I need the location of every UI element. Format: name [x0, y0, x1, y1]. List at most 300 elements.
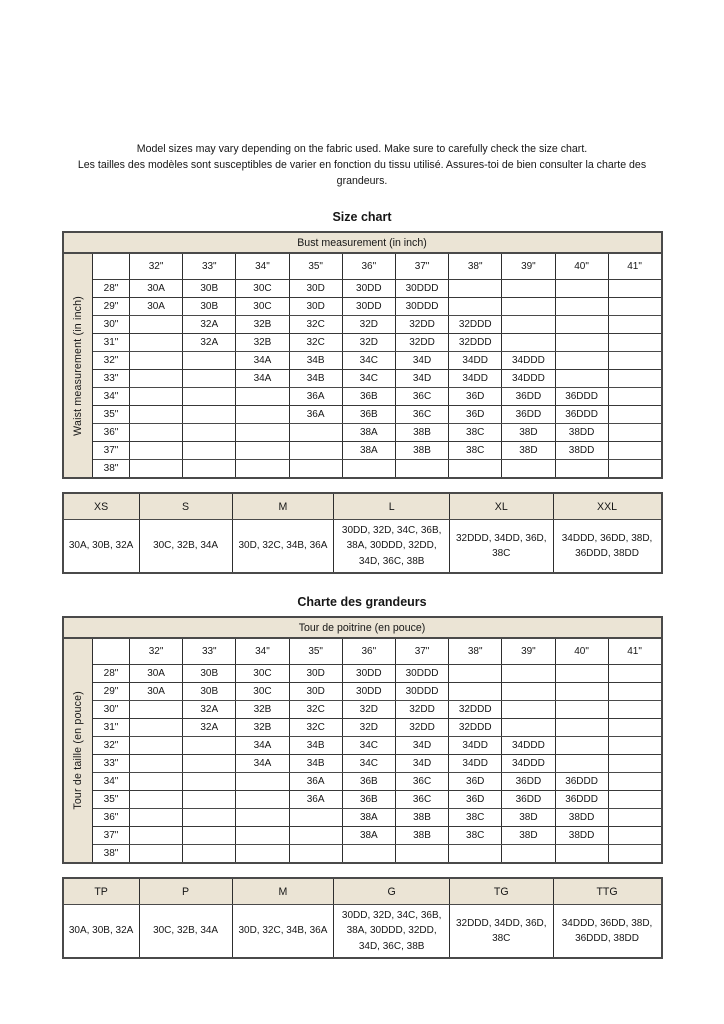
bra-size-cell: 30A [130, 280, 183, 298]
bust-size-column-header: 37" [395, 253, 448, 280]
bra-size-cell: 32DDD [449, 334, 502, 352]
bra-size-cell: 32C [289, 334, 342, 352]
bust-size-column-header: 32" [130, 253, 183, 280]
bra-size-cell: 32DD [395, 316, 448, 334]
bra-size-cell [236, 773, 289, 791]
bra-size-cell [130, 388, 183, 406]
waist-size-row-header: 34" [93, 773, 130, 791]
bra-size-cell: 38C [449, 424, 502, 442]
bra-size-cell: 34B [289, 755, 342, 773]
bra-size-cell [555, 845, 608, 864]
bra-size-cell [183, 737, 236, 755]
size-group-values-cell: 30D, 32C, 34B, 36A [232, 905, 334, 959]
bust-size-column-header: 38" [449, 638, 502, 665]
size-group-values-cell: 30A, 30B, 32A [63, 520, 140, 574]
bra-size-cell [289, 827, 342, 845]
bra-size-cell [449, 845, 502, 864]
bra-size-cell: 32A [183, 719, 236, 737]
bra-size-cell: 30DDD [395, 280, 448, 298]
bra-size-cell [183, 809, 236, 827]
size-group-header: XXL [553, 493, 661, 520]
bra-size-cell [502, 334, 555, 352]
bra-size-cell [502, 665, 555, 683]
bra-size-cell [449, 683, 502, 701]
waist-size-row-header: 34" [93, 388, 130, 406]
bra-size-cell: 34C [342, 737, 395, 755]
bra-size-cell [183, 773, 236, 791]
bra-size-cell [608, 298, 661, 316]
bra-size-cell: 38B [395, 809, 448, 827]
bra-size-cell [502, 280, 555, 298]
bra-size-cell: 30DDD [395, 683, 448, 701]
bra-size-cell [608, 442, 661, 460]
bra-size-cell [342, 845, 395, 864]
size-group-header: TG [449, 878, 553, 905]
bra-size-cell [502, 316, 555, 334]
bra-size-cell: 30DDD [395, 665, 448, 683]
bra-size-cell: 32DDD [449, 701, 502, 719]
bust-size-column-header: 34" [236, 638, 289, 665]
waist-size-row-header: 38" [93, 845, 130, 864]
bra-size-cell [608, 334, 661, 352]
bra-size-cell [502, 719, 555, 737]
bra-size-cell: 34C [342, 370, 395, 388]
size-group-values-cell: 30C, 32B, 34A [139, 520, 232, 574]
bra-size-cell: 34D [395, 370, 448, 388]
bra-size-cell: 30D [289, 665, 342, 683]
bra-size-cell [608, 352, 661, 370]
bra-size-cell: 30DD [342, 298, 395, 316]
bra-size-cell: 30DD [342, 683, 395, 701]
waist-measurement-label: Waist measurement (in inch) [63, 253, 93, 478]
bra-size-cell [608, 665, 661, 683]
bra-size-cell [236, 827, 289, 845]
bra-size-cell: 32B [236, 719, 289, 737]
waist-measurement-label: Tour de taille (en pouce) [63, 638, 93, 863]
bust-size-column-header: 36" [342, 638, 395, 665]
bra-size-cell: 30C [236, 298, 289, 316]
size-group-values-cell: 34DDD, 36DD, 38D, 36DDD, 38DD [553, 905, 661, 959]
bra-size-cell: 36A [289, 773, 342, 791]
waist-size-row-header: 38" [93, 460, 130, 479]
bra-size-cell [395, 460, 448, 479]
bra-size-cell [342, 460, 395, 479]
bust-size-column-header: 36" [342, 253, 395, 280]
bust-measurement-header: Tour de poitrine (en pouce) [63, 617, 662, 638]
bra-size-cell: 38B [395, 424, 448, 442]
bra-size-cell: 30B [183, 280, 236, 298]
bra-size-cell [555, 334, 608, 352]
waist-size-row-header: 36" [93, 809, 130, 827]
bra-size-cell [555, 665, 608, 683]
bra-size-cell: 32D [342, 334, 395, 352]
bra-size-cell [608, 809, 661, 827]
bra-size-cell [130, 460, 183, 479]
bra-size-cell [183, 424, 236, 442]
bra-size-cell: 36B [342, 406, 395, 424]
bra-size-cell: 36DDD [555, 406, 608, 424]
bra-size-cell: 34D [395, 737, 448, 755]
bra-size-cell [130, 316, 183, 334]
bra-size-cell: 36B [342, 791, 395, 809]
bra-size-cell [608, 406, 661, 424]
bra-size-cell: 30A [130, 298, 183, 316]
bra-size-cell: 32A [183, 334, 236, 352]
waist-size-row-header: 30" [93, 316, 130, 334]
bra-size-cell [608, 701, 661, 719]
bust-size-column-header: 32" [130, 638, 183, 665]
size-group-header: S [139, 493, 232, 520]
waist-size-row-header: 35" [93, 406, 130, 424]
bra-size-cell: 38DD [555, 424, 608, 442]
size-group-values-cell: 32DDD, 34DD, 36D, 38C [449, 905, 553, 959]
bra-size-cell: 32B [236, 334, 289, 352]
bra-size-cell [555, 280, 608, 298]
bra-size-cell [236, 406, 289, 424]
corner-blank-cell [93, 253, 130, 280]
bra-size-cell [130, 773, 183, 791]
bra-size-cell: 36A [289, 406, 342, 424]
bra-size-cell [608, 827, 661, 845]
bra-size-cell: 36D [449, 773, 502, 791]
bra-size-cell: 32D [342, 316, 395, 334]
bra-size-cell: 38B [395, 827, 448, 845]
bra-size-cell [236, 424, 289, 442]
waist-size-row-header: 29" [93, 683, 130, 701]
bra-size-cell: 30DD [342, 280, 395, 298]
bra-size-cell: 34DD [449, 352, 502, 370]
bra-size-cell: 36B [342, 773, 395, 791]
bra-size-cell: 38A [342, 424, 395, 442]
bra-size-cell: 38C [449, 809, 502, 827]
bra-size-cell [183, 370, 236, 388]
bra-size-cell [502, 701, 555, 719]
bra-size-cell [236, 442, 289, 460]
bust-size-column-header: 38" [449, 253, 502, 280]
bra-size-cell: 34B [289, 352, 342, 370]
waist-size-row-header: 31" [93, 334, 130, 352]
waist-size-row-header: 28" [93, 280, 130, 298]
bra-size-cell: 32D [342, 701, 395, 719]
bra-size-cell: 32C [289, 316, 342, 334]
waist-size-row-header: 37" [93, 442, 130, 460]
bra-size-cell [395, 845, 448, 864]
bra-size-cell: 30D [289, 298, 342, 316]
waist-size-row-header: 32" [93, 737, 130, 755]
bra-size-cell [555, 298, 608, 316]
bra-size-cell: 36C [395, 773, 448, 791]
bra-size-cell: 38DD [555, 442, 608, 460]
bra-size-cell: 32DDD [449, 719, 502, 737]
bra-size-cell [183, 352, 236, 370]
bra-size-cell: 36DD [502, 773, 555, 791]
bra-size-cell [555, 683, 608, 701]
bra-size-cell [130, 334, 183, 352]
bra-size-cell: 32B [236, 316, 289, 334]
bra-size-cell: 36A [289, 791, 342, 809]
bra-size-cell: 30A [130, 683, 183, 701]
bra-size-cell: 36C [395, 791, 448, 809]
bust-size-column-header: 41" [608, 253, 661, 280]
bra-size-cell: 34A [236, 737, 289, 755]
bra-size-cell: 36D [449, 406, 502, 424]
bra-size-cell [555, 755, 608, 773]
bra-size-cell [608, 388, 661, 406]
size-group-values-cell: 34DDD, 36DD, 38D, 36DDD, 38DD [553, 520, 661, 574]
bust-size-column-header: 39" [502, 253, 555, 280]
size-group-header: P [139, 878, 232, 905]
bust-size-column-header: 37" [395, 638, 448, 665]
measurement-table-fr [62, 616, 663, 864]
bra-size-cell [130, 791, 183, 809]
bra-size-cell [183, 460, 236, 479]
size-group-header: TP [63, 878, 140, 905]
waist-size-row-header: 31" [93, 719, 130, 737]
bra-size-cell: 38D [502, 827, 555, 845]
size-group-header: G [334, 878, 450, 905]
bra-size-cell [608, 683, 661, 701]
bra-size-cell: 32D [342, 719, 395, 737]
bra-size-cell: 30C [236, 683, 289, 701]
bra-size-cell: 36DD [502, 406, 555, 424]
bra-size-cell [130, 424, 183, 442]
intro-text-en: Model sizes may vary depending on the fabric used. Make sure to carefully check the size chart. [136, 143, 588, 155]
bra-size-cell [130, 352, 183, 370]
bra-size-cell: 32A [183, 701, 236, 719]
bra-size-cell: 34C [342, 755, 395, 773]
bra-size-cell [608, 316, 661, 334]
bust-size-column-header: 35" [289, 253, 342, 280]
bra-size-cell: 36DDD [555, 388, 608, 406]
bra-size-cell: 30C [236, 280, 289, 298]
bra-size-cell [236, 460, 289, 479]
bra-size-cell [449, 460, 502, 479]
bra-size-cell: 30B [183, 683, 236, 701]
bra-size-cell: 34DDD [502, 737, 555, 755]
bra-size-cell [130, 809, 183, 827]
bust-size-column-header: 34" [236, 253, 289, 280]
bra-size-cell [183, 845, 236, 864]
bra-size-cell: 38A [342, 809, 395, 827]
bra-size-cell [608, 773, 661, 791]
bust-size-column-header: 33" [183, 253, 236, 280]
bra-size-cell [130, 442, 183, 460]
bra-size-cell: 36D [449, 388, 502, 406]
bra-size-cell: 36DD [502, 388, 555, 406]
bra-size-cell: 38D [502, 442, 555, 460]
bra-size-cell [183, 442, 236, 460]
bra-size-cell: 30D [289, 280, 342, 298]
size-group-values-cell: 30C, 32B, 34A [139, 905, 232, 959]
bra-size-cell: 38DD [555, 827, 608, 845]
bra-size-cell [502, 298, 555, 316]
bra-size-cell: 30D [289, 683, 342, 701]
bra-size-cell: 32B [236, 701, 289, 719]
waist-size-row-header: 37" [93, 827, 130, 845]
size-group-values-cell: 30DD, 32D, 34C, 36B, 38A, 30DDD, 32DD, 34D, 36C, 38B [334, 520, 450, 574]
bra-size-cell [130, 845, 183, 864]
bra-size-cell [236, 791, 289, 809]
bust-measurement-header: Bust measurement (in inch) [63, 232, 662, 253]
bra-size-cell [289, 442, 342, 460]
bra-size-cell: 34DDD [502, 755, 555, 773]
bra-size-cell [608, 460, 661, 479]
size-group-header: XS [63, 493, 140, 520]
bra-size-cell [502, 460, 555, 479]
bra-size-cell: 34DDD [502, 370, 555, 388]
bra-size-cell [289, 809, 342, 827]
bra-size-cell: 34DD [449, 755, 502, 773]
bra-size-cell: 34C [342, 352, 395, 370]
bra-size-cell: 38C [449, 827, 502, 845]
waist-size-row-header: 36" [93, 424, 130, 442]
bra-size-cell [449, 665, 502, 683]
bust-size-column-header: 33" [183, 638, 236, 665]
bra-size-cell [130, 755, 183, 773]
bra-size-cell: 30B [183, 665, 236, 683]
bra-size-cell: 32DD [395, 719, 448, 737]
bra-size-cell: 30C [236, 665, 289, 683]
waist-size-row-header: 30" [93, 701, 130, 719]
bra-size-cell [183, 388, 236, 406]
bust-size-column-header: 40" [555, 253, 608, 280]
intro-text-fr: Les tailles des modèles sont susceptibles de varier en fonction du tissu utilisé. Assures-toi de bien consulter la charte des grandeurs. [77, 159, 647, 187]
size-group-values-cell: 30D, 32C, 34B, 36A [232, 520, 334, 574]
bust-size-column-header: 39" [502, 638, 555, 665]
size-group-table-fr [62, 877, 663, 959]
bra-size-cell: 36DDD [555, 791, 608, 809]
bra-size-cell: 32DD [395, 334, 448, 352]
bra-size-cell [555, 719, 608, 737]
bra-size-cell: 38C [449, 442, 502, 460]
bra-size-cell: 36DD [502, 791, 555, 809]
size-group-header: TTG [553, 878, 661, 905]
bra-size-cell: 30DD [342, 665, 395, 683]
bra-size-cell [130, 406, 183, 424]
size-group-header: XL [449, 493, 553, 520]
bra-size-cell: 38D [502, 424, 555, 442]
waist-size-row-header: 35" [93, 791, 130, 809]
bra-size-cell: 38B [395, 442, 448, 460]
bra-size-cell: 38DD [555, 809, 608, 827]
size-group-header: L [334, 493, 450, 520]
size-group-header: M [232, 878, 334, 905]
size-group-header: M [232, 493, 334, 520]
bra-size-cell [608, 845, 661, 864]
bra-size-cell: 38A [342, 827, 395, 845]
bra-size-cell: 32C [289, 701, 342, 719]
bra-size-cell: 34DD [449, 370, 502, 388]
bra-size-cell [236, 388, 289, 406]
bra-size-cell [608, 370, 661, 388]
measurement-table-en [62, 231, 663, 479]
size-group-values-cell: 32DDD, 34DD, 36D, 38C [449, 520, 553, 574]
bra-size-cell [130, 737, 183, 755]
bra-size-cell [608, 424, 661, 442]
bust-size-column-header: 40" [555, 638, 608, 665]
bra-size-cell [608, 737, 661, 755]
size-group-values-cell: 30DD, 32D, 34C, 36B, 38A, 30DDD, 32DD, 34D, 36C, 38B [334, 905, 450, 959]
waist-size-row-header: 28" [93, 665, 130, 683]
bra-size-cell [183, 406, 236, 424]
bust-size-column-header: 35" [289, 638, 342, 665]
bra-size-cell: 34DD [449, 737, 502, 755]
section-title-en: Size chart [332, 210, 392, 224]
bra-size-cell: 38A [342, 442, 395, 460]
bra-size-cell [130, 370, 183, 388]
bra-size-cell [608, 719, 661, 737]
waist-size-row-header: 29" [93, 298, 130, 316]
bra-size-cell: 30A [130, 665, 183, 683]
bra-size-cell: 34A [236, 370, 289, 388]
bra-size-cell: 32A [183, 316, 236, 334]
bra-size-cell: 34B [289, 737, 342, 755]
bra-size-cell [289, 845, 342, 864]
bra-size-cell: 34D [395, 352, 448, 370]
bra-size-cell: 34B [289, 370, 342, 388]
bra-size-cell [608, 755, 661, 773]
bra-size-cell [555, 352, 608, 370]
bra-size-cell [555, 316, 608, 334]
bra-size-cell: 32DD [395, 701, 448, 719]
bra-size-cell: 32C [289, 719, 342, 737]
bra-size-cell [183, 791, 236, 809]
bra-size-cell: 34A [236, 352, 289, 370]
bra-size-cell [555, 370, 608, 388]
bra-size-cell: 36C [395, 406, 448, 424]
bra-size-cell [289, 424, 342, 442]
bra-size-cell: 30DDD [395, 298, 448, 316]
bra-size-cell [130, 827, 183, 845]
bra-size-cell [236, 809, 289, 827]
bra-size-cell [608, 280, 661, 298]
bra-size-cell [502, 683, 555, 701]
bra-size-cell [555, 737, 608, 755]
size-chart-document [62, 0, 663, 959]
size-group-values-cell: 30A, 30B, 32A [63, 905, 140, 959]
bra-size-cell: 36A [289, 388, 342, 406]
bra-size-cell [555, 460, 608, 479]
bra-size-cell: 38D [502, 809, 555, 827]
bra-size-cell: 34DDD [502, 352, 555, 370]
size-group-table-en [62, 492, 663, 574]
bra-size-cell [130, 701, 183, 719]
bra-size-cell: 36D [449, 791, 502, 809]
bra-size-cell [289, 460, 342, 479]
bra-size-cell [130, 719, 183, 737]
waist-size-row-header: 33" [93, 370, 130, 388]
bra-size-cell: 32DDD [449, 316, 502, 334]
bra-size-cell [449, 280, 502, 298]
bra-size-cell [502, 845, 555, 864]
bra-size-cell [183, 755, 236, 773]
bra-size-cell: 36B [342, 388, 395, 406]
section-title-fr: Charte des grandeurs [297, 595, 427, 609]
waist-size-row-header: 33" [93, 755, 130, 773]
bust-size-column-header: 41" [608, 638, 661, 665]
bra-size-cell: 36DDD [555, 773, 608, 791]
bra-size-cell [449, 298, 502, 316]
corner-blank-cell [93, 638, 130, 665]
bra-size-cell: 34A [236, 755, 289, 773]
waist-size-row-header: 32" [93, 352, 130, 370]
bra-size-cell: 36C [395, 388, 448, 406]
bra-size-cell: 34D [395, 755, 448, 773]
bra-size-cell [183, 827, 236, 845]
bra-size-cell [608, 791, 661, 809]
bra-size-cell: 30B [183, 298, 236, 316]
bra-size-cell [236, 845, 289, 864]
